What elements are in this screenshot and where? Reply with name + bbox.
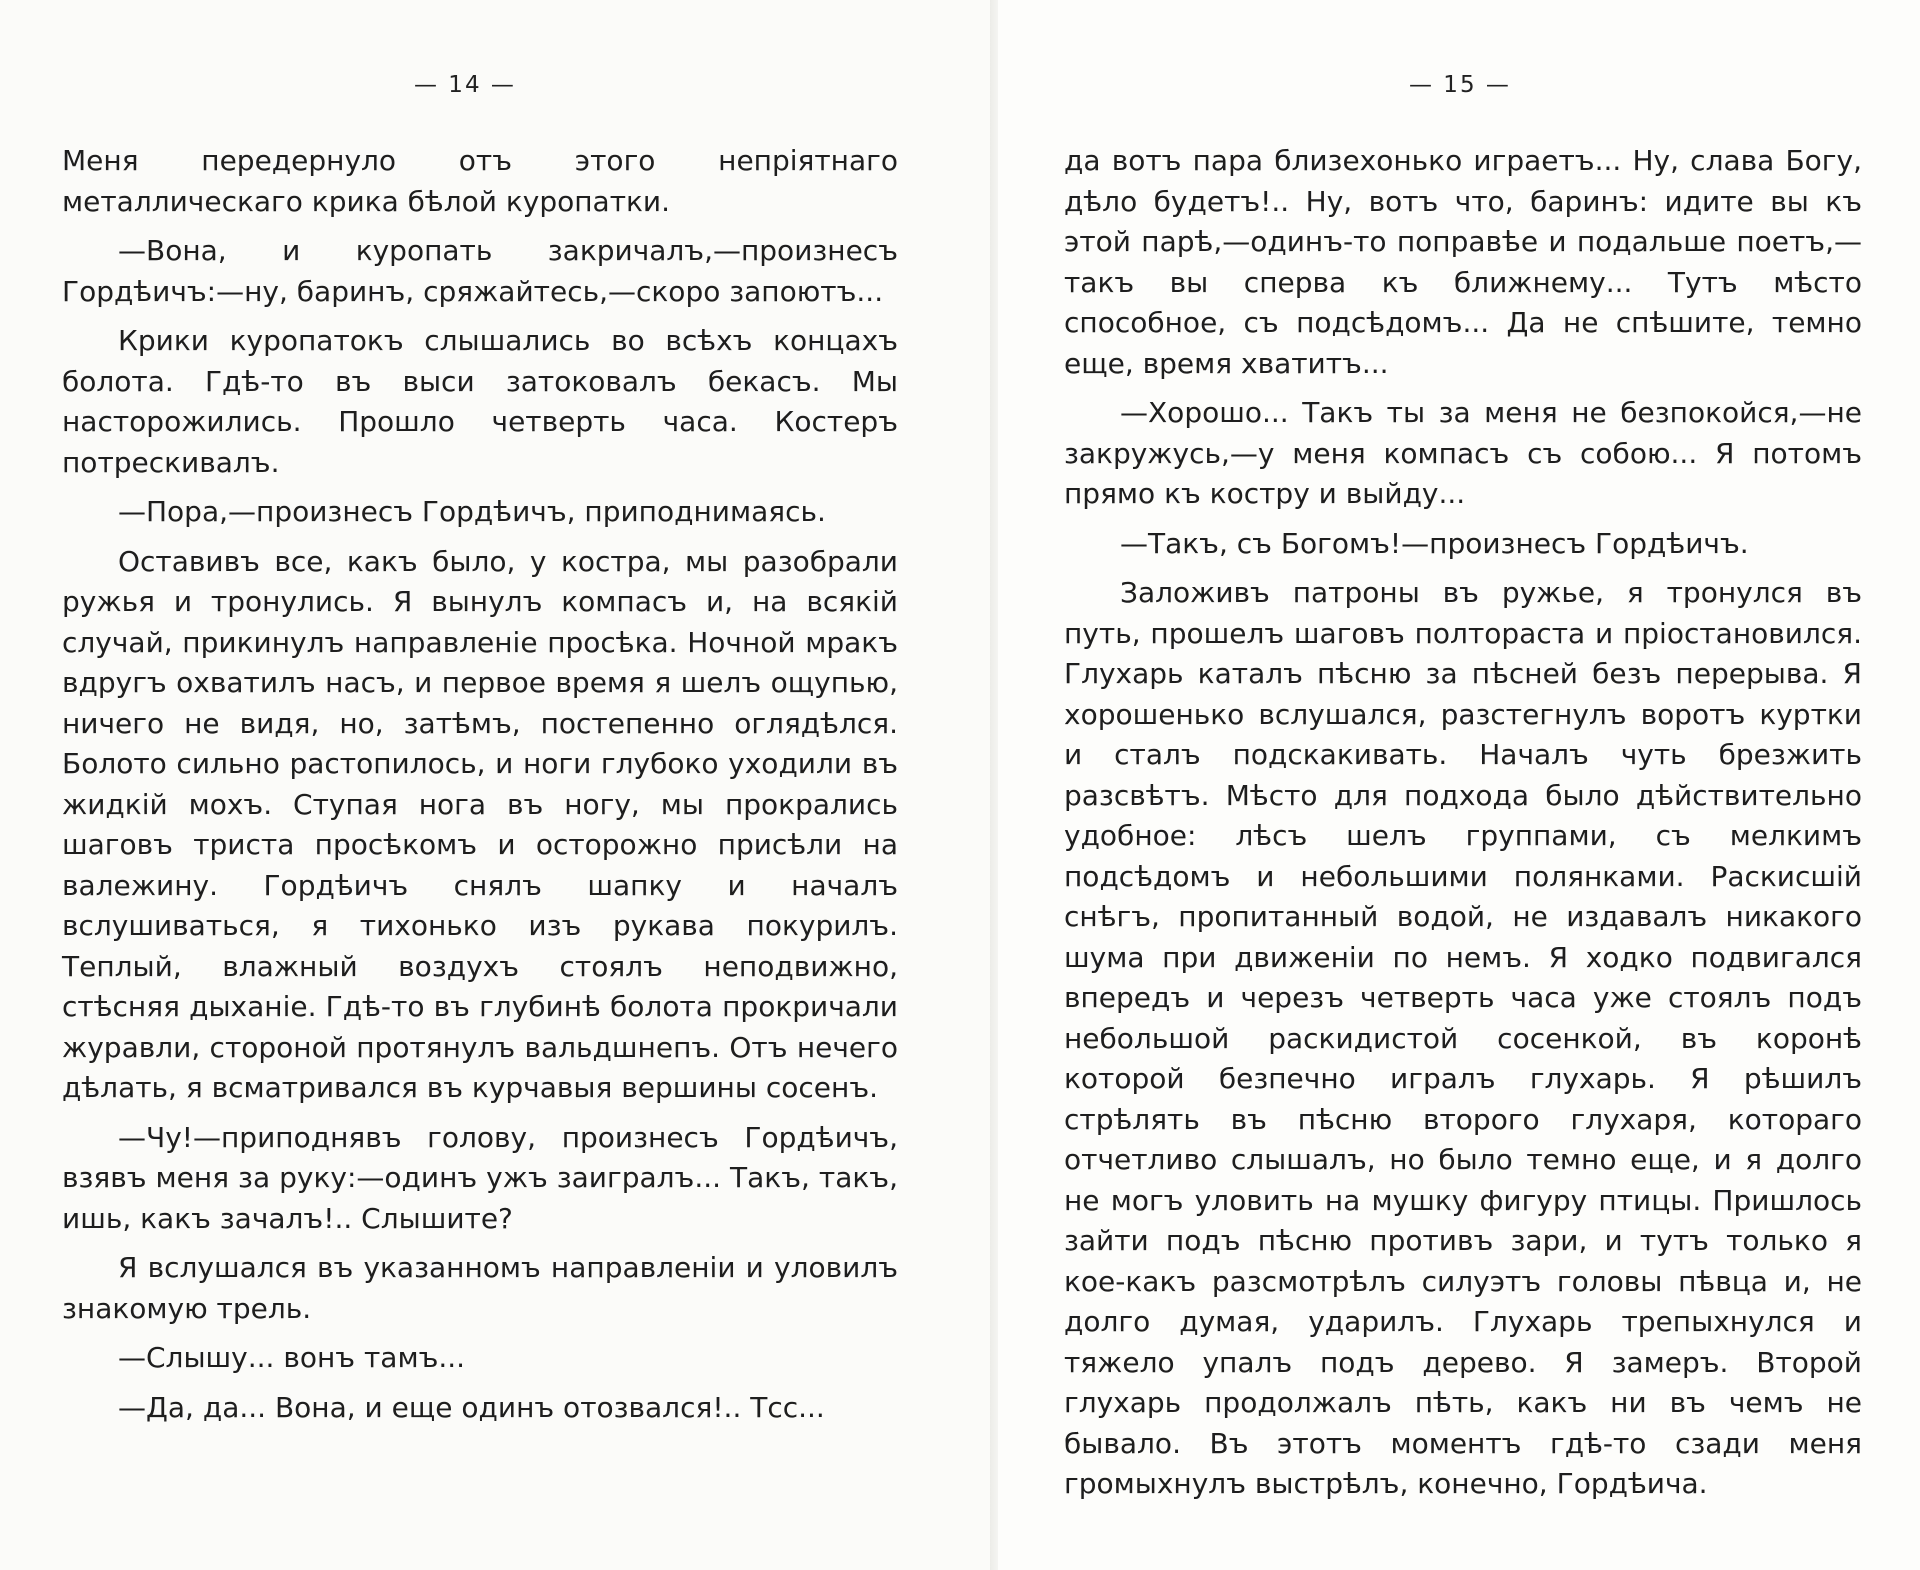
paragraph: —Чу!—приподнявъ голову, произнесъ Гордѣичъ, взявъ меня за руку:—одинъ ужъ заигралъ... Такъ, такъ, ишь, какъ зачалъ!.. Слышите? [62,1120,898,1235]
paragraph: Крики куропатокъ слышались во всѣхъ концахъ болота. Гдѣ-то въ выси затоковалъ бекасъ. Мы насторожились. Прошло четверть часа. Костеръ потрескивалъ. [62,324,898,479]
paragraph: Оставивъ все, какъ было, у костра, мы разобрали ружья и тронулись. Я вынулъ компасъ и, на всякій случай, прикинулъ направленіе просѣка. Ночной мракъ вдругъ охватилъ насъ, и первое время я шелъ ощупью, ничего не видя, но, затѣмъ, постепенно оглядѣлся. Болото сильно растопилось, и ноги глубоко уходили въ жидкій мохъ. Ступая нога въ ногу, мы прокрались шаговъ триста просѣкомъ и осторожно присѣли на валежину. Гордѣичъ снялъ шапку и началъ вслушиваться, я тихонько изъ рукава покурилъ. Теплый, влажный воздухъ стоялъ неподвижно, стѣсняя дыханіе. Гдѣ-то въ глубинѣ болота прокричали журавли, стороной протянулъ вальдшнепъ. Отъ нечего дѣлать, я всматривался въ курчавыя вершины сосенъ. [62,544,898,1104]
paragraph: —Пора,—произнесъ Гордѣичъ, приподнимаясь. [118,495,826,528]
paragraph: Я вслушался въ указанномъ направленіи и уловилъ знакомую трель. [62,1251,898,1325]
paragraph: —Такъ, съ Богомъ!—произнесъ Гордѣичъ. [1120,526,1749,560]
page-number: — 14 — [414,72,516,98]
paragraph: да вотъ пара близехонько играетъ... Ну, слава Богу, дѣло будетъ!.. Ну, вотъ что, баринъ: идите вы къ этой парѣ,—одинъ-то поправѣе и подальше поетъ,—такъ вы сперва къ ближнему... Тутъ мѣсто способное, съ подсѣдомъ... Да не спѣшите, темно еще, время хватитъ... [1064,144,1862,380]
page-number: — 15 — [1409,72,1511,98]
paragraph: —Да, да... Вона, и еще одинъ отозвался!.. Тсс... [118,1390,825,1424]
right-page [998,0,1920,1570]
page-text [62,141,898,1437]
paragraph: —Слышу... вонъ тамъ... [118,1341,466,1374]
paragraph: —Хорошо... Такъ ты за меня не безпокойся,—не закружусь,—у меня компасъ съ собою... Я потомъ прямо къ костру и выйду... [1064,396,1862,510]
paragraph: Меня передернуло отъ этого непріятнаго металлическаго крика бѣлой куропатки. [62,144,898,218]
paragraph: Заложивъ патроны въ ружье, я тронулся въ путь, прошелъ шаговъ полтораста и пріостановился. Глухарь каталъ пѣсню за пѣсней безъ перерыва. Я хорошенько вслушался, разстегнулъ воротъ куртки и сталъ подскакивать. Началъ чуть брезжить разсвѣтъ. Мѣсто для подхода было дѣйствительно удобное: лѣсъ шелъ группами, съ мелкимъ подсѣдомъ и небольшими полянками. Раскисшій снѣгъ, пропитанный водой, не издавалъ никакого шума при движеніи по немъ. Я ходко подвигался впередъ и черезъ четверть часа уже стоялъ подъ небольшой раскидистой сосенкой, въ коронѣ которой безпечно игралъ глухарь. Я рѣшилъ стрѣлять въ пѣсню второго глухаря, котораго отчетливо слышалъ, но было темно еще, и я долго не могъ уловить на мушку фигуру птицы. Пришлось зайти подъ пѣсню противъ зари, и тутъ только я кое-какъ разсмотрѣлъ силуэтъ головы пѣвца и, не долго думая, ударилъ. Глухарь трепыхнулся и тяжело упалъ подъ дерево. Я замеръ. Второй глухарь продолжалъ пѣть, какъ ни въ чемъ не бывало. Въ этотъ моментъ гдѣ-то сзади меня громыхнулъ выстрѣлъ, конечно, Гордѣича. [1064,576,1862,1500]
paragraph: —Вона, и куропать закричалъ,—произнесъ Гордѣичъ:—ну, баринъ, сряжайтесь,—скоро запоютъ... [62,234,898,308]
page-text [1064,141,1862,1514]
